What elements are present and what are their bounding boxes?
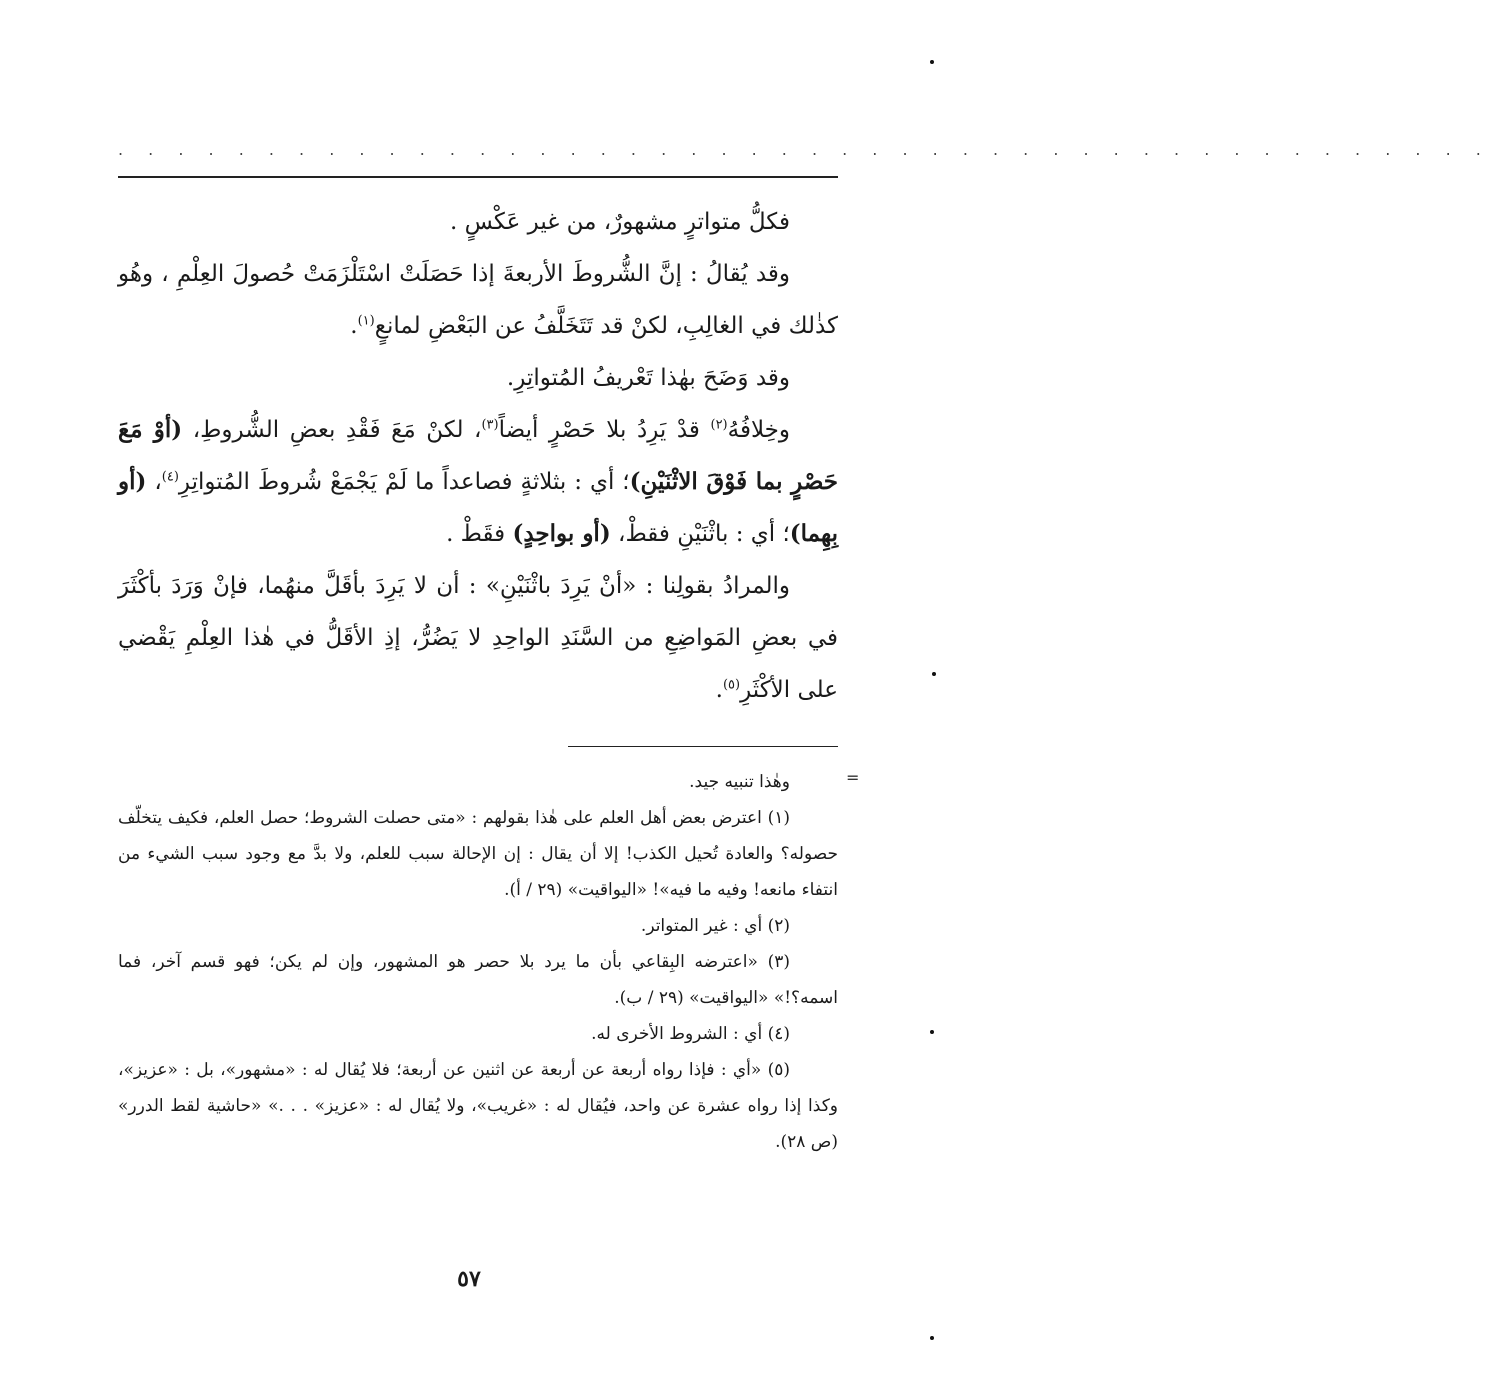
scan-edge-mark [930, 1030, 934, 1034]
paragraph-4-g: فقَطْ . [446, 521, 513, 547]
paragraph-4-f: ؛ أي : باثْنَيْنِ فقطْ، [610, 521, 790, 547]
scan-edge-mark [930, 1336, 934, 1340]
paragraph-2-end: . [350, 313, 358, 339]
paragraph-5-text: والمرادُ بقولِنا : «أنْ يَرِدَ باثْنَيْنِ» : أن لا يَرِدَ بأقَلَّ منهُما، فإنْ وَرَدَ بأكْثَرَ في بعضِ المَواضِعِ من السَّنَدِ الواحِدِ لا يَضُرُّ، إذِ الأقَلُّ في هٰذا العِلْمِ يَقْضي على الأكْثَرِ [118, 573, 838, 703]
footnote-ref-2[interactable]: (٢) [710, 417, 728, 433]
paragraph-4-e: ، [146, 469, 162, 495]
footnote-ref-5[interactable]: (٥) [722, 677, 741, 693]
scan-edge-mark [932, 672, 936, 676]
paragraph-5-end: . [715, 677, 723, 703]
paragraph-4-a: وخِلافُهُ [727, 417, 790, 443]
paragraph-4-bold-3: (أو بواحِدٍ) [512, 520, 611, 547]
paragraph-3: وقد وَضَحَ بهٰذا تَعْريفُ المُتواتِرِ. [506, 365, 790, 391]
footnote-separator [568, 746, 838, 747]
scan-edge-mark [930, 60, 934, 64]
footnote-continuation: وهٰذا تنبيه جيد. [689, 772, 790, 792]
header-dotted-line: . . . . . . . . . . . . . . . . . . . . . . . . . . . . . . . . . . . . . . . . . . . . . . [118, 140, 1491, 159]
paragraph-4-b: قدْ يَرِدُ بلا حَصْرٍ أيضاً [498, 417, 711, 443]
paragraph-4 [118, 404, 838, 560]
paragraph-4-d: ؛ أي : بثلاثةٍ فصاعداً ما لَمْ يَجْمَعْ شُروطَ المُتواتِرِ [178, 469, 630, 495]
footnote-ref-1[interactable]: (١) [357, 313, 375, 329]
paragraph-2 [118, 248, 838, 352]
footnote-5: (٥) «أي : فإذا رواه أربعة عن أربعة عن اثنين عن أربعة؛ فلا يُقال له : «مشهور»، بل : «عزيز»، وكذا إذا رواه عشرة عن واحد، فيُقال له : «غريب»، ولا يُقال له : «عزيز» . . .» «حاشية لقط الدرر» (ص ٢٨). [118, 1060, 838, 1152]
footnotes [118, 764, 838, 1160]
footnote-ref-3[interactable]: (٣) [481, 417, 499, 433]
paragraph-4-bold-2: (أو بِهِما) [118, 468, 838, 547]
continuation-marker: = [846, 768, 860, 787]
paragraph-4-bold-1: (أوْ مَعَ حَصْرٍ بما فَوْقَ الاثْنَيْنِ) [118, 416, 839, 495]
footnote-2: (٢) أي : غير المتواتر. [640, 916, 790, 936]
footnote-ref-4[interactable]: (٤) [161, 469, 179, 485]
paragraph-5 [118, 560, 838, 716]
paragraph-4-c: ، لكنْ مَعَ فَقْدِ بعضِ الشُّروطِ، [182, 417, 482, 443]
footnote-3: (٣) «اعترضه البِقاعي بأن ما يرد بلا حصر هو المشهور، وإن لم يكن؛ فهو قسم آخر، فما اسمه؟!» «اليواقيت» (٢٩ / ب). [118, 952, 838, 1008]
paragraph-2-text: وقد يُقالُ : إنَّ الشُّروطَ الأربعةَ إذا حَصَلَتْ اسْتَلْزَمَتْ حُصولَ العِلْمِ ، وهُو كذٰلك في الغالِبِ، لكنْ قد تَتَخَلَّفُ عن البَعْضِ لمانعٍ [118, 261, 838, 339]
footnote-4: (٤) أي : الشروط الأخرى له. [591, 1024, 790, 1044]
footnote-1: (١) اعترض بعض أهل العلم على هٰذا بقولهم : «متى حصلت الشروط؛ حصل العلم، فكيف يتخلّف حصوله؟ والعادة تُحيل الكذب! إلا أن يقال : إن الإحالة سبب للعلم، ولا بدَّ مع وجود سبب الشيء من انتفاء مانعه! وفيه ما فيه»! «اليواقيت» (٢٩ / أ). [118, 808, 838, 900]
paragraph-1: فكلُّ متواترٍ مشهورٌ، من غير عَكْسٍ . [449, 209, 790, 235]
header-rule [118, 176, 838, 178]
page-number: ٥٧ [457, 1266, 481, 1292]
main-text [118, 196, 838, 716]
